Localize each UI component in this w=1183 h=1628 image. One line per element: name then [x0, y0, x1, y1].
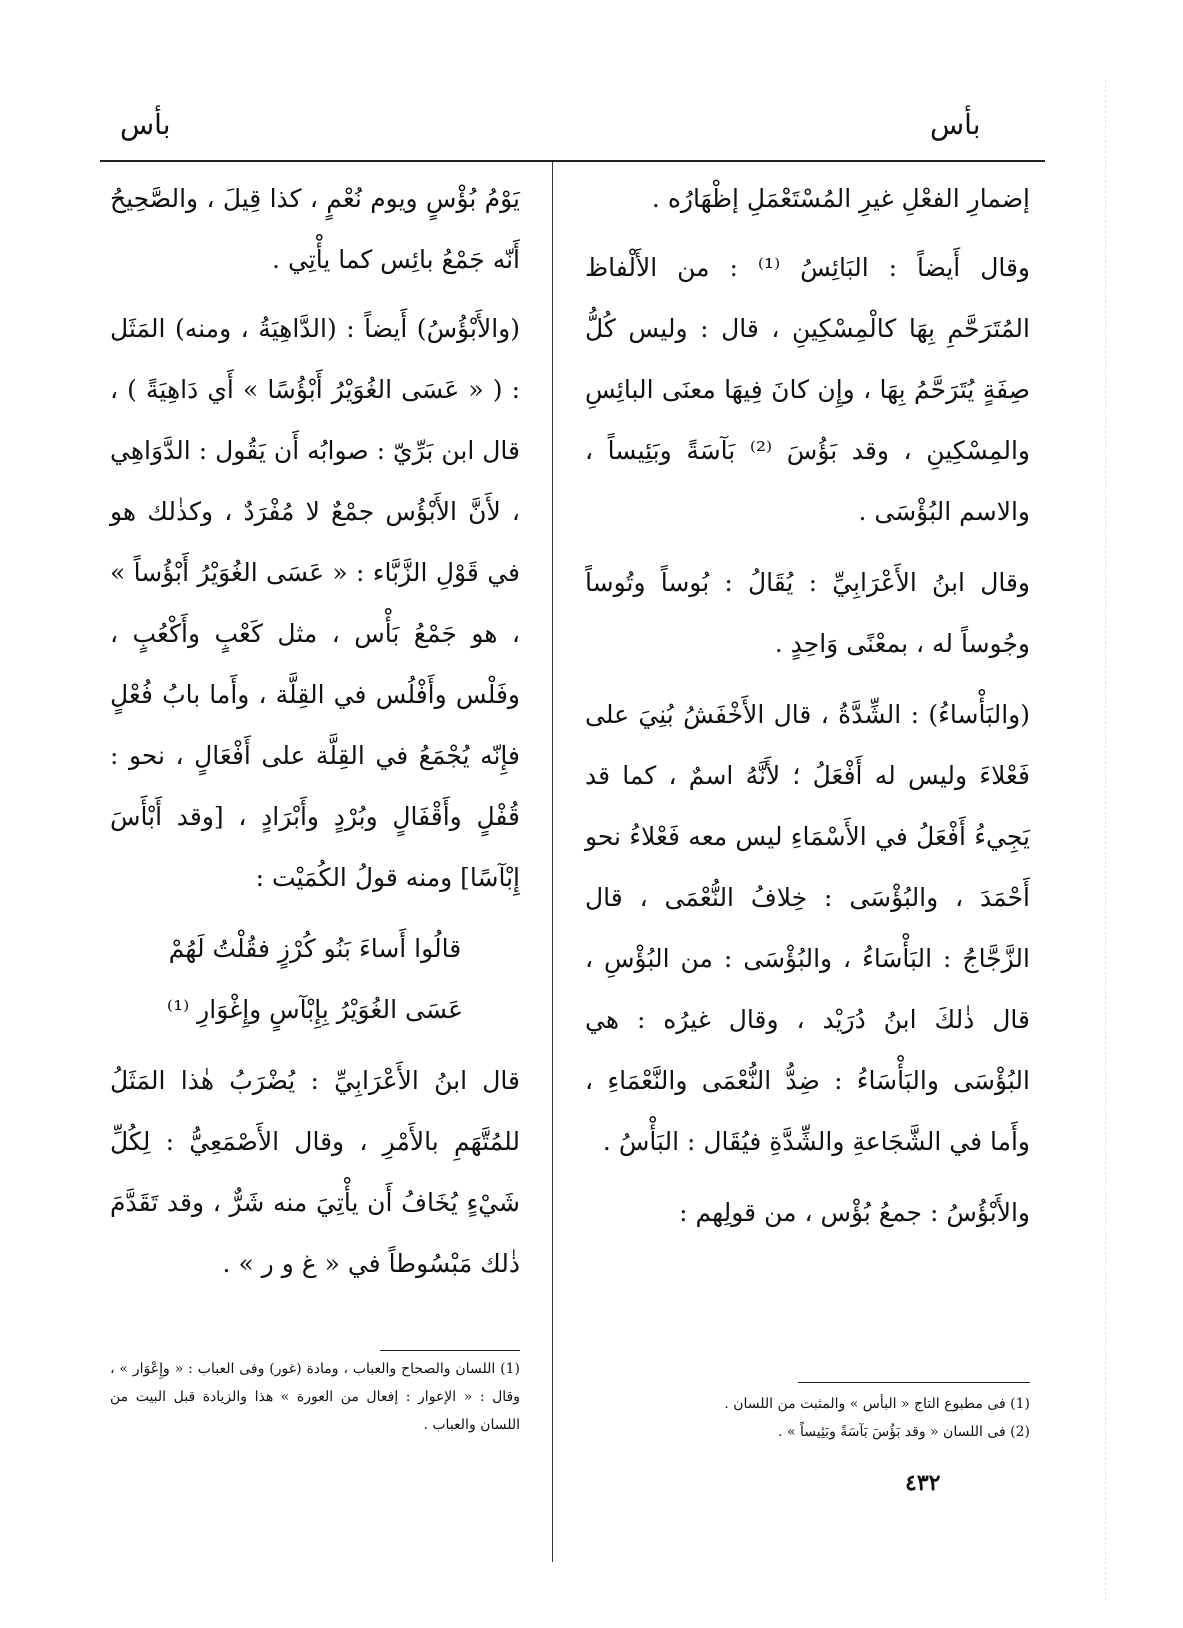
- header-left-word: بأس: [120, 108, 171, 141]
- right-paragraph: وقال ابنُ الأَعْرَابِيِّ : يُقَالُ : بُوساً وتُوساً وجُوساً له ، بمعْنًى وَاحِدٍ .: [585, 568, 1030, 658]
- right-paragraph: (والبَأْساءُ) : الشِّدَّةُ ، قال الأَخْفَشُ بُنِيَ على فَعْلاءَ وليس له أَفْعَلُ ؛ لأَنَّهُ اسمٌ ، كما قد يَجِيءُ أَفْعَلُ في الأَسْمَاءِ ليس معه فَعْلاءُ نحو أَحْمَدَ ، والبُؤْسَى : خِلافُ النُّعْمَى ، قال الزَّجَّاجُ : البَأْسَاءُ ، والبُؤْسَى : من البُؤْسِ ، قال ذٰلكَ ابنُ دُرَيْد ، وقال غيرُه : هي البُؤْسَى والبَأْسَاءُ : ضِدُّ النُّعْمَى والنَّعْمَاءِ ، وأَما في الشَّجَاعةِ والشِّدَّةِ فيُقَال : البَأْسُ .: [585, 700, 1030, 1156]
- footnote: (1) اللسان والصحاح والعباب ، ومادة (غور) وفى العباب : « وإِعْوَار » ، وقال : « الإعوار : إفعال من العورة » هذا والزيادة قبل البيت من اللسان والعباب .: [110, 1361, 520, 1433]
- footnote-rule-left: [380, 1350, 520, 1351]
- footnote: (2) فى اللسان « وقد بَؤُسَ بَآسَةً وبَئِيساً » .: [778, 1424, 1030, 1440]
- left-paragraph: يَوْمُ بُؤْسٍ ويوم نُعْمٍ ، كذا قِيلَ ، والصَّحِيحُ أَنّه جَمْعُ بائِس كما يأْتِي .: [110, 184, 520, 274]
- footnotes-right: [585, 1390, 1030, 1446]
- page-number: ٤٣٢: [905, 1470, 941, 1496]
- column-divider: [552, 162, 553, 1562]
- scan-guide-line: [1105, 80, 1106, 1600]
- header-rule: [100, 160, 1045, 162]
- verse-line: عَسَى الغُوَيْرُ بِإِبْآسٍ وإِغْوَارِ ⁽¹⁾: [166, 995, 464, 1024]
- left-paragraph: قال ابنُ الأَعْرَابِيِّ : يُضْرَبُ هٰذا المَثَلُ للمُتَّهَمِ بالأَمْرِ ، وقال الأَصْمَعِيُّ : لِكُلِّ شَيْءٍ يُخَافُ أَن يأْتِيَ منه شَرٌّ ، وقد تَقَدَّمَ ذٰلك مَبْسُوطاً في « غ و ر » .: [110, 1066, 520, 1278]
- right-paragraph: إضمارِ الفعْلِ غيرِ المُسْتَعْمَلِ إظْهَارُه .: [651, 184, 1030, 213]
- footnote: (1) فى مطبوع التاج « البأس » والمثبت من اللسان .: [724, 1396, 1030, 1412]
- left-column: [110, 168, 520, 1304]
- right-column: [585, 168, 1030, 1253]
- left-paragraph: (والأَبْؤُسُ) أَيضاً : (الدَّاهِيَةُ ، ومنه) المَثَل : ( « عَسَى الغُوَيْرُ أَبْؤُسًا » أَي دَاهِيَةً ) ، قال ابن بَرِّيّ : صوابُه أَن يَقُول : الدَّوَاهِي ، لأَنَّ الأَبْؤُس جمْعٌ لا مُفْرَدٌ ، وكذٰلك هو في قَوْلِ الزَّبَّاء : « عَسَى الغُوَيْرُ أَبْؤُساً » ، هو جَمْعُ بَأْس ، مثل كَعْبٍ وأَكْعُبٍ ، وفَلْس وأَفْلُس في القِلَّة ، وأَما بابُ فُعْلٍ فإِنّه يُجْمَعُ في القِلَّة على أَفْعَالٍ ، نحو : قُفْلٍ وأَقْفَالٍ وبُرْدٍ وأَبْرَادٍ ، [وقد أَبْأَسَ إِبْآسًا] ومنه قولُ الكُمَيْت :: [110, 314, 520, 892]
- right-paragraph: والأَبْؤُسُ : جمعُ بُؤْس ، من قولِهم :: [679, 1198, 1030, 1227]
- header-right-word: بأس: [930, 108, 981, 141]
- poetry-verse: [110, 918, 520, 1040]
- right-paragraph: وقال أَيضاً : البَائِسُ ⁽¹⁾ : من الأَلْفاظ المُتَرَحَّمِ بِهَا كالْمِسْكِينِ ، قال : وليس كُلُّ صِفَةٍ يُتَرَحَّمُ بِهَا ، وإِن كانَ فِيهَا معنَى البائِسِ والمِسْكِينِ ، وقد بَؤُسَ ⁽²⁾ بَآسَةً وبَئِيساً ، والاسم البُؤْسَى .: [585, 253, 1031, 526]
- verse-line: قالُوا أَساءَ بَنُو كُرْزٍ فقُلْتُ لَهُمْ: [168, 934, 462, 963]
- footnotes-left: [110, 1355, 520, 1439]
- footnote-rule-right: [798, 1382, 1030, 1383]
